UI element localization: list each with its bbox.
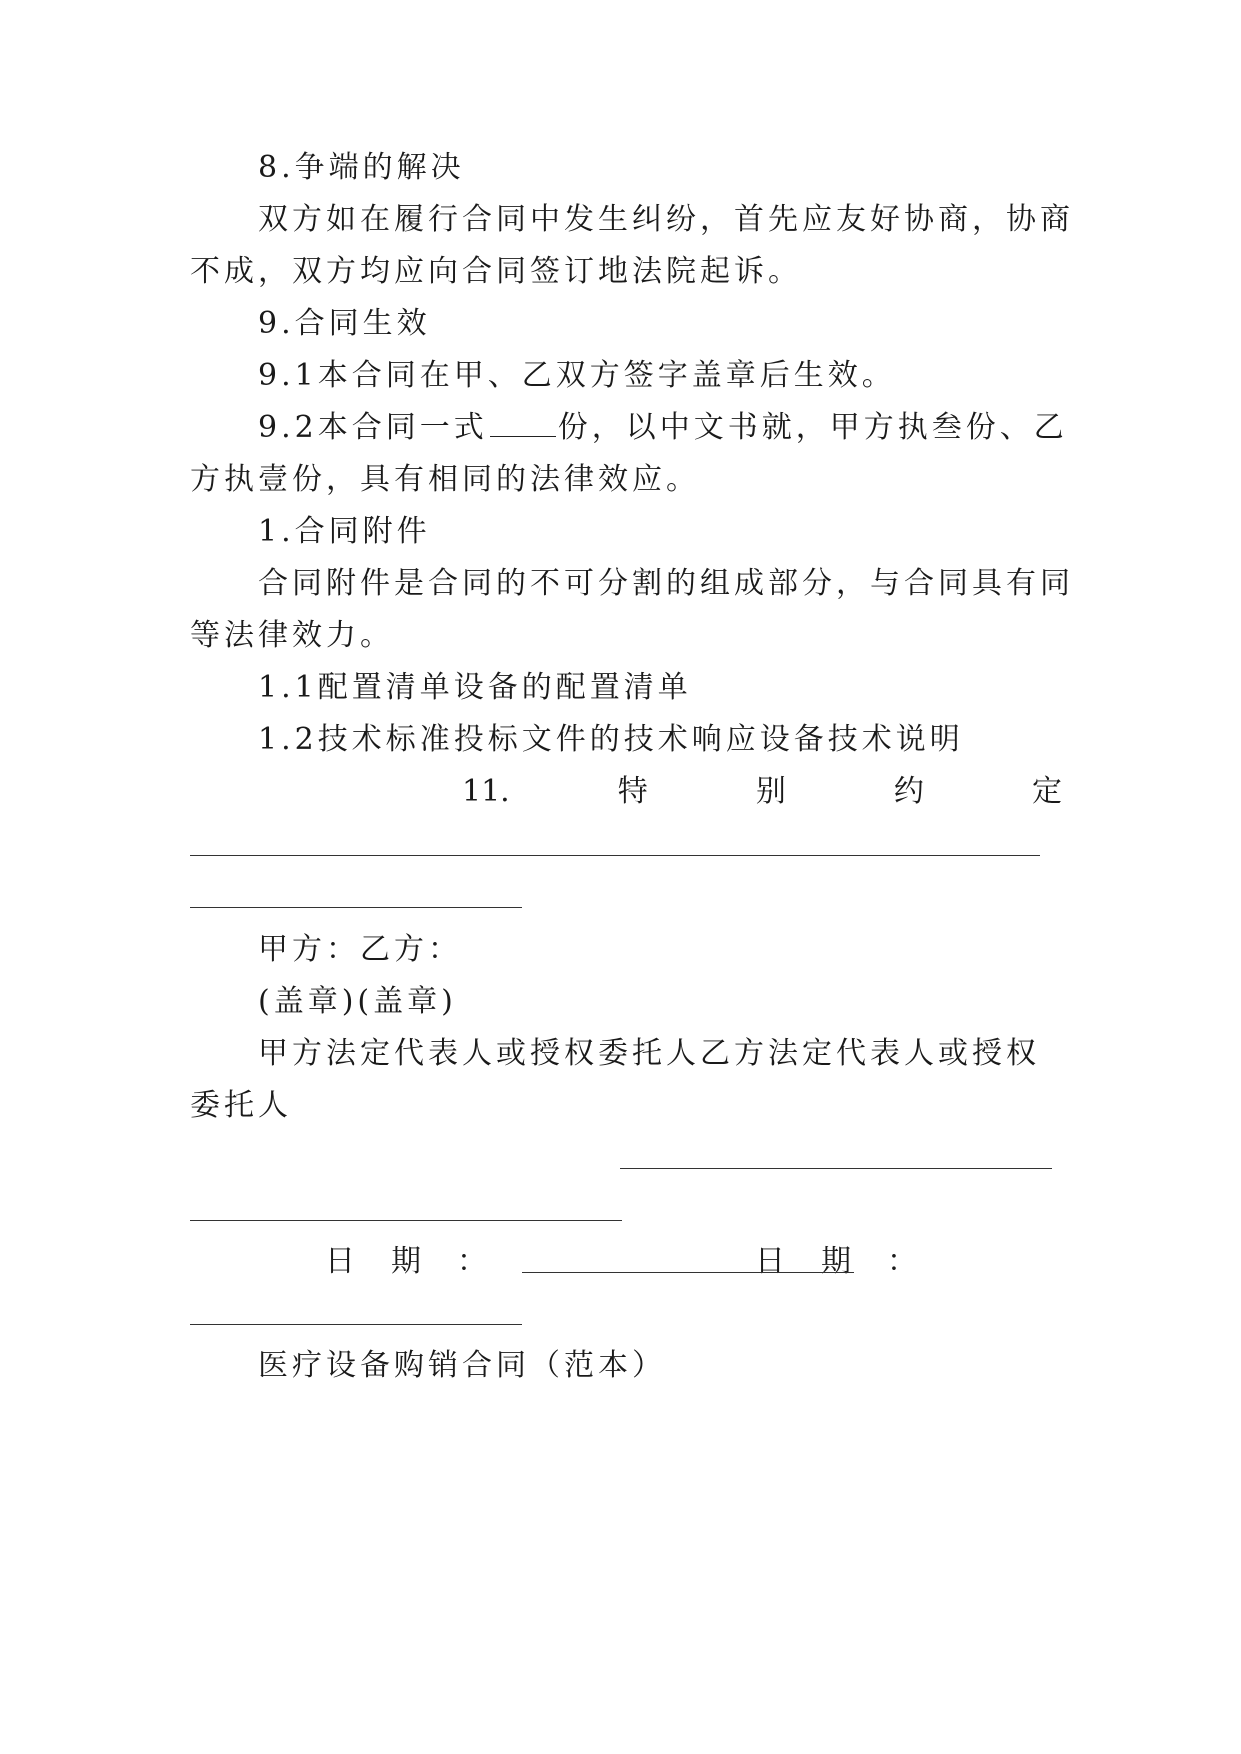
clause-1-1: 1.1配置清单设备的配置清单 — [258, 670, 692, 705]
clause-9-1: 9.1本合同在甲、乙双方签字盖章后生效。 — [258, 358, 896, 393]
section-9-title: 9.合同生效 — [258, 306, 431, 341]
date-blank-party-b — [190, 1324, 522, 1325]
parties-label: 甲方：乙方： — [258, 932, 462, 967]
representatives-line-1: 甲方法定代表人或授权委托人乙方法定代表人或授权 — [258, 1036, 1040, 1071]
special-terms-blank-line-1 — [190, 855, 1040, 856]
section-11-char-4: 定 — [1031, 774, 1062, 809]
clause-9-2-part-a: 9.2本合同一式 — [258, 410, 488, 445]
signature-blank-party-a — [620, 1168, 1052, 1169]
clause-9-2-part-b: 份，以中文书就，甲方执叁份、乙 — [557, 410, 1068, 445]
seal-label: (盖章)(盖章) — [258, 984, 457, 1019]
section-11-char-1: 特 — [617, 774, 648, 809]
section-8-title: 8.争端的解决 — [258, 150, 465, 185]
clause-9-2-line-2: 方执壹份，具有相同的法律效应。 — [190, 462, 700, 497]
clause-9-2-line-1 — [258, 408, 1128, 448]
date-label-party-b: 日期： — [755, 1244, 953, 1279]
next-document-title: 医疗设备购销合同（范本） — [258, 1348, 666, 1383]
section-11-number: 11. — [462, 774, 510, 809]
representatives-line-2: 委托人 — [190, 1088, 292, 1123]
section-8-body-line-1: 双方如在履行合同中发生纠纷，首先应友好协商，协商 — [258, 202, 1074, 237]
section-8-body-line-2: 不成，双方均应向合同签订地法院起诉。 — [190, 254, 802, 289]
signature-blank-party-b — [190, 1220, 622, 1221]
attachments-body-line-1: 合同附件是合同的不可分割的组成部分，与合同具有同 — [258, 566, 1074, 601]
date-blank-party-a — [522, 1272, 854, 1273]
date-label-party-a: 日期： — [325, 1244, 523, 1279]
section-11-title — [462, 772, 1062, 812]
section-11-char-2: 别 — [755, 774, 786, 809]
clause-1-2: 1.2技术标准投标文件的技术响应设备技术说明 — [258, 722, 964, 757]
section-11-char-3: 约 — [893, 774, 924, 809]
date-row — [325, 1242, 1060, 1282]
copies-blank — [490, 408, 556, 437]
special-terms-blank-line-2 — [190, 907, 522, 908]
attachments-body-line-2: 等法律效力。 — [190, 618, 394, 653]
section-attachments-title: 1.合同附件 — [258, 514, 431, 549]
